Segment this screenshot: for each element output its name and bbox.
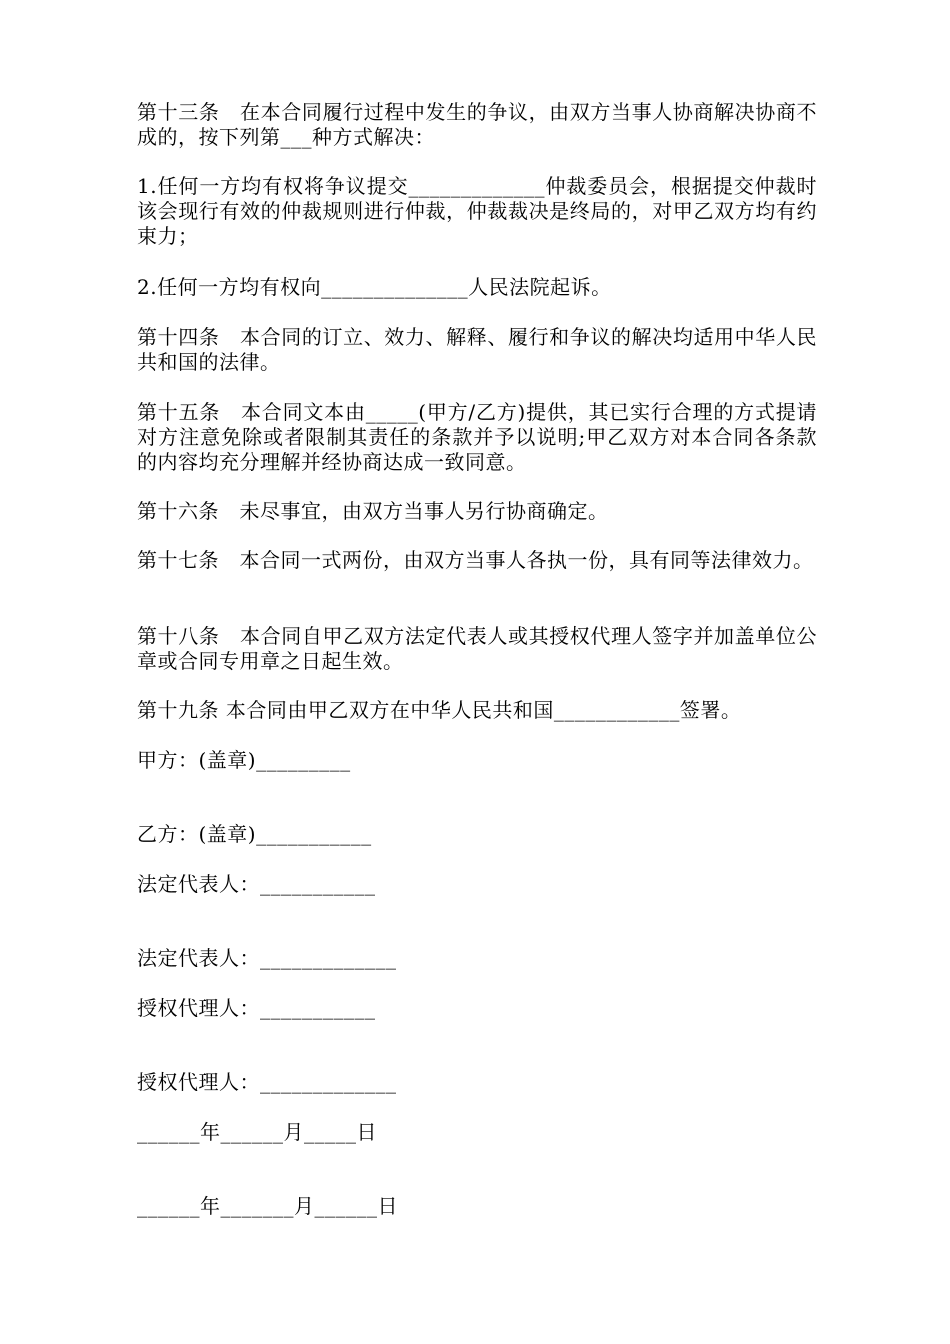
date-line-2: ______年_______月______日: [137, 1194, 398, 1218]
article-14: 第十四条 本合同的订立、效力、解释、履行和争议的解决均适用中华人民共和国的法律。: [137, 325, 817, 374]
party-a-seal-line: 甲方：(盖章)_________: [137, 748, 351, 772]
authorized-agent-line-1: 授权代理人：___________: [137, 996, 376, 1020]
date-line-1: ______年______月_____日: [137, 1120, 377, 1144]
article-17: 第十七条 本合同一式两份，由双方当事人各执一份，具有同等法律效力。: [137, 548, 814, 572]
legal-representative-line-1: 法定代表人：___________: [137, 872, 376, 896]
article-18: 第十八条 本合同自甲乙双方法定代表人或其授权代理人签字并加盖单位公章或合同专用章之日起生效。: [137, 624, 817, 673]
party-b-seal-line: 乙方：(盖章)___________: [137, 822, 372, 846]
legal-representative-line-2: 法定代表人：_____________: [137, 946, 397, 970]
dispute-option-court: 2.任何一方均有权向______________人民法院起诉。: [137, 275, 612, 299]
article-13: 第十三条 在本合同履行过程中发生的争议，由双方当事人协商解决协商不成的，按下列第___种方式解决：: [137, 100, 817, 149]
article-16: 第十六条 未尽事宜，由双方当事人另行协商确定。: [137, 499, 609, 523]
dispute-option-arbitration: 1.任何一方均有权将争议提交_____________仲裁委员会，根据提交仲裁时该会现行有效的仲裁规则进行仲裁，仲裁裁决是终局的，对甲乙双方均有约束力；: [137, 174, 817, 248]
article-19: 第十九条 本合同由甲乙双方在中华人民共和国____________签署。: [137, 698, 742, 722]
article-15: 第十五条 本合同文本由_____(甲方/乙方)提供，其已实行合理的方式提请对方注意免除或者限制其责任的条款并予以说明;甲乙双方对本合同各条款的内容均充分理解并经协商达成一致同意。: [137, 400, 817, 474]
authorized-agent-line-2: 授权代理人：_____________: [137, 1070, 397, 1094]
